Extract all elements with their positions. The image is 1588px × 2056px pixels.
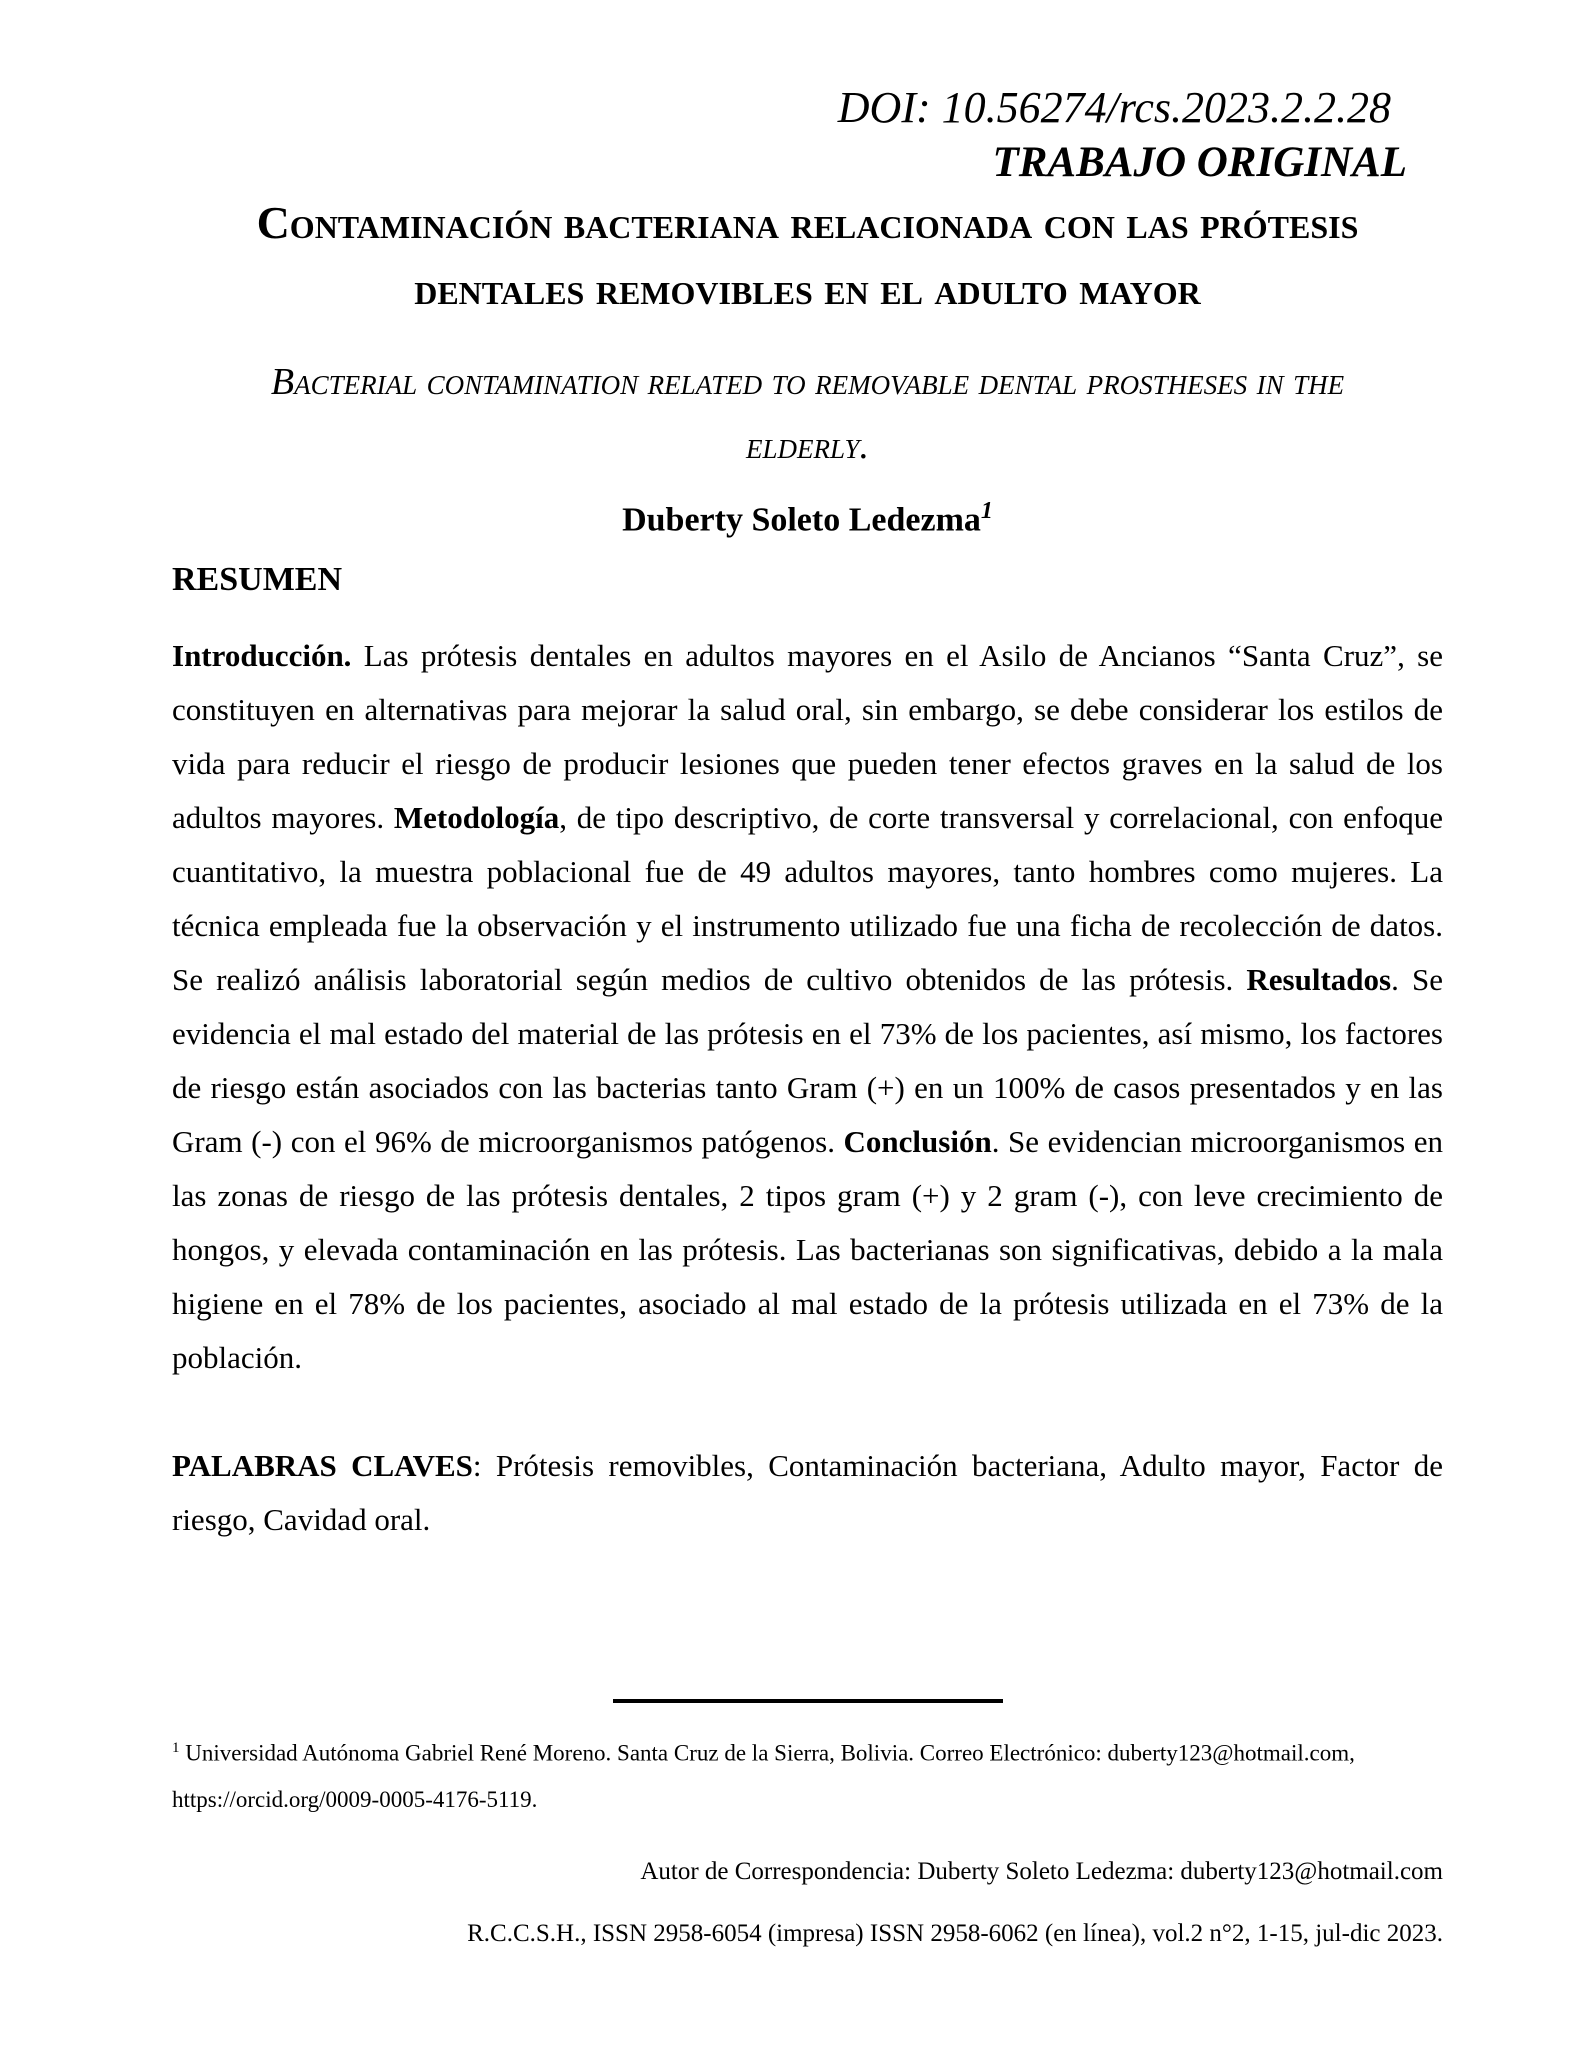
footnote-affiliation-text: Universidad Autónoma Gabriel René Moreno. Santa Cruz de la Sierra, Bolivia. Correo Electrónico: duberty123@hotmail.com, — [179, 1740, 1355, 1766]
footnote-marker: 1 — [172, 1740, 180, 1757]
article-type-label: TRABAJO ORIGINAL — [992, 139, 1407, 186]
keywords-paragraph: PALABRAS CLAVES: Prótesis removibles, Contaminación bacteriana, Adulto mayor, Factor de riesgo, Cavidad oral. — [172, 1448, 1443, 1538]
doi-line: DOI: 10.56274/rcs.2023.2.2.28 — [837, 83, 1391, 132]
journal-issn-line: R.C.C.S.H., ISSN 2958-6054 (impresa) ISSN 2958-6062 (en línea), vol.2 n°2, 1-15, jul-dic 2023. — [467, 1919, 1443, 1947]
spanish-title-line-1: Contaminación bacteriana relacionada con las prótesis — [256, 197, 1359, 248]
english-title-line-2: elderly. — [746, 425, 869, 467]
abstract-heading: RESUMEN — [172, 561, 343, 599]
author-line — [172, 484, 1443, 547]
english-title — [172, 350, 1443, 478]
author-affiliation-marker: 1 — [980, 498, 993, 524]
footnote-affiliation-line — [172, 1725, 1443, 1777]
english-title-line-1: Bacterial contamination related to removable dental prostheses in the — [270, 361, 1345, 403]
spanish-title-line-2: dentales removibles en el adulto mayor — [414, 263, 1201, 314]
footnote-separator-rule — [613, 1699, 1003, 1703]
footnote-orcid-line: https://orcid.org/0009-0005-4176-5119. — [172, 1786, 538, 1812]
abstract-paragraph: Introducción. Las prótesis dentales en adultos mayores en el Asilo de Ancianos “Santa Cruz”, se constituyen en alternativas para mejorar la salud oral, sin embargo, se debe considerar los estilos de vida para reducir el riesgo de producir lesiones que pueden tener efectos graves en la salud de los adultos mayores. Metodología, de tipo descriptivo, de corte transversal y correlacional, con enfoque cuantitativo, la muestra poblacional fue de 49 adultos mayores, tanto hombres como mujeres. La técnica empleada fue la observación y el instrumento utilizado fue una ficha de recolección de datos. Se realizó análisis laboratorial según medios de cultivo obtenidos de las prótesis. Resultados. Se evidencia el mal estado del material de las prótesis en el 73% de los pacientes, así mismo, los factores de riesgo están asociados con las bacterias tanto Gram (+) en un 100% de casos presentados y en las Gram (-) con el 96% de microorganismos patógenos. Conclusión. Se evidencian microorganismos en las zonas de riesgo de las prótesis dentales, 2 tipos gram (+) y 2 gram (-), con leve crecimiento de hongos, y elevada contaminación en las prótesis. Las bacterianas son significativas, debido a la mala higiene en el 78% de los pacientes, asociado al mal estado de la prótesis utilizada en el 73% de la población. — [172, 638, 1443, 1376]
spanish-title — [172, 190, 1443, 322]
author-name: Duberty Soleto Ledezma — [622, 501, 981, 539]
correspondence-line: Autor de Correspondencia: Duberty Soleto Ledezma: duberty123@hotmail.com — [640, 1857, 1443, 1885]
